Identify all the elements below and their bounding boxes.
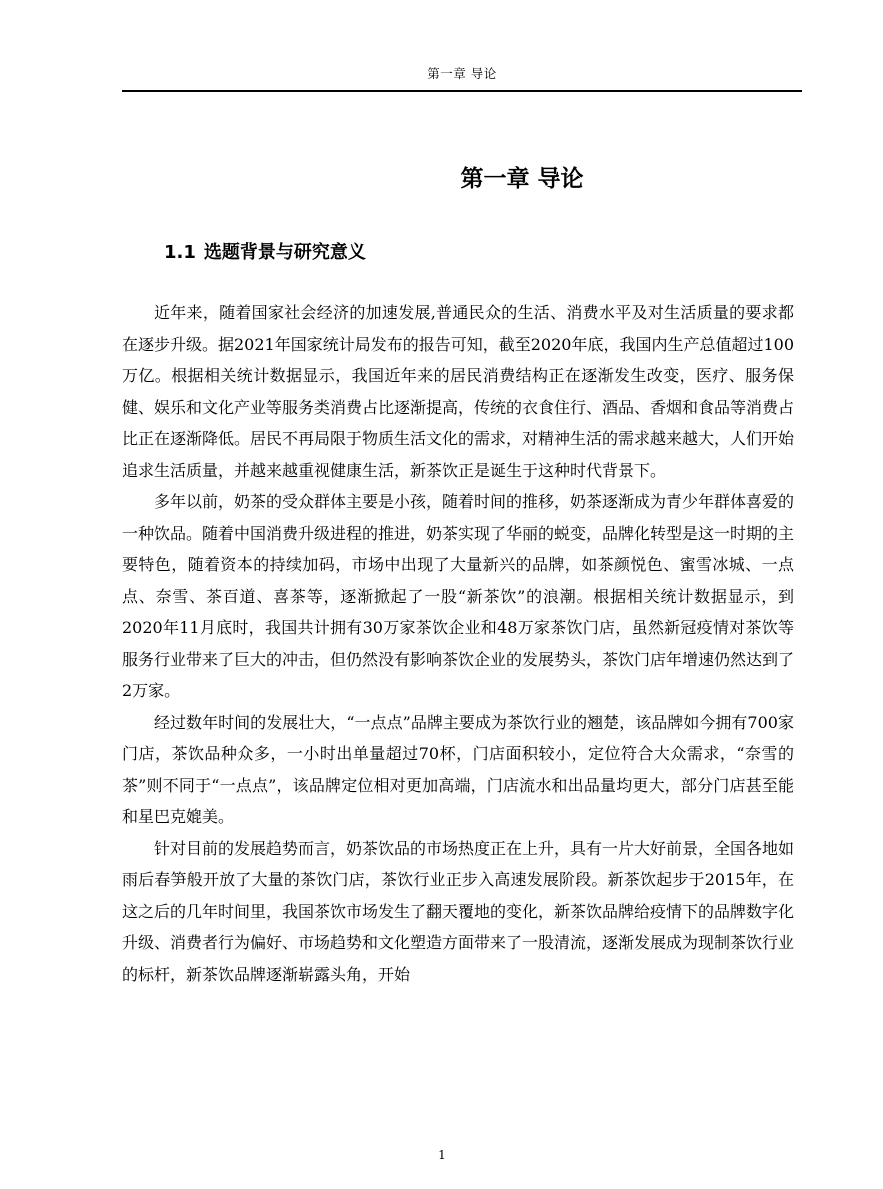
chapter-title: 第一章 导论: [460, 166, 584, 192]
paragraph: 多年以前，奶茶的受众群体主要是小孩，随着时间的推移，奶茶逐渐成为青少年群体喜爱的一种饮品。随着中国消费升级进程的推进，奶茶实现了华丽的蜕变，品牌化转型是这一时期的主要特色，随着资本的持续加码，市场中出现了大量新兴的品牌，如茶颜悦色、蜜雪冰城、一点点、奈雪、茶百道、喜茶等，逐渐掀起了一股“新茶饮”的浪潮。根据相关统计数据显示，到2020年11月底时，我国共计拥有30万家茶饮企业和48万家茶饮门店，虽然新冠疫情对茶饮等服务行业带来了巨大的冲击，但仍然没有影响茶饮企业的发展势头，茶饮门店年增速仍然达到了2万家。: [122, 492, 795, 700]
paragraph: 近年来，随着国家社会经济的加速发展,普通民众的生活、消费水平及对生活质量的要求都在逐步升级。据2021年国家统计局发布的报告可知，截至2020年底，我国内生产总值超过100万亿。根据相关统计数据显示，我国近年来的居民消费结构正在逐渐发生改变，医疗、服务保健、娱乐和文化产业等服务类消费占比逐渐提高，传统的衣食住行、酒品、香烟和食品等消费占比正在逐渐降低。居民不再局限于物质生活文化的需求，对精神生活的需求越来越大，人们开始追求生活质量，并越来越重视健康生活，新茶饮正是诞生于这种时代背景下。: [122, 303, 795, 480]
paragraph: 经过数年时间的发展壮大，“一点点”品牌主要成为茶饮行业的翘楚，该品牌如今拥有700家门店，茶饮品种众多，一小时出单量超过70杯，门店面积较小，定位符合大众需求，“奈雪的茶”则不同于“一点点”，该品牌定位相对更加高端，门店流水和出品量均更大，部分门店甚至能和星巴克媲美。: [122, 712, 794, 826]
section-title: 选题背景与研究意义: [203, 242, 366, 263]
running-header: 第一章 导论: [427, 66, 497, 81]
header-rule: [122, 90, 802, 92]
section-heading: [164, 238, 366, 264]
section-number: 1.1: [164, 242, 196, 263]
paragraph: 针对目前的发展趋势而言，奶茶饮品的市场热度正在上升，具有一片大好前景，全国各地如雨后春笋般开放了大量的茶饮门店，茶饮行业正步入高速发展阶段。新茶饮起步于2015年，在这之后的几年时间里，我国茶饮市场发生了翻天覆地的变化，新茶饮品牌给疫情下的品牌数字化升级、消费者行为偏好、市场趋势和文化塑造方面带来了一股清流，逐渐发展成为现制茶饮行业的标杆，新茶饮品牌逐渐崭露头角，开始: [122, 838, 795, 984]
page-number: 1: [438, 1148, 446, 1162]
body-text: [122, 297, 794, 990]
